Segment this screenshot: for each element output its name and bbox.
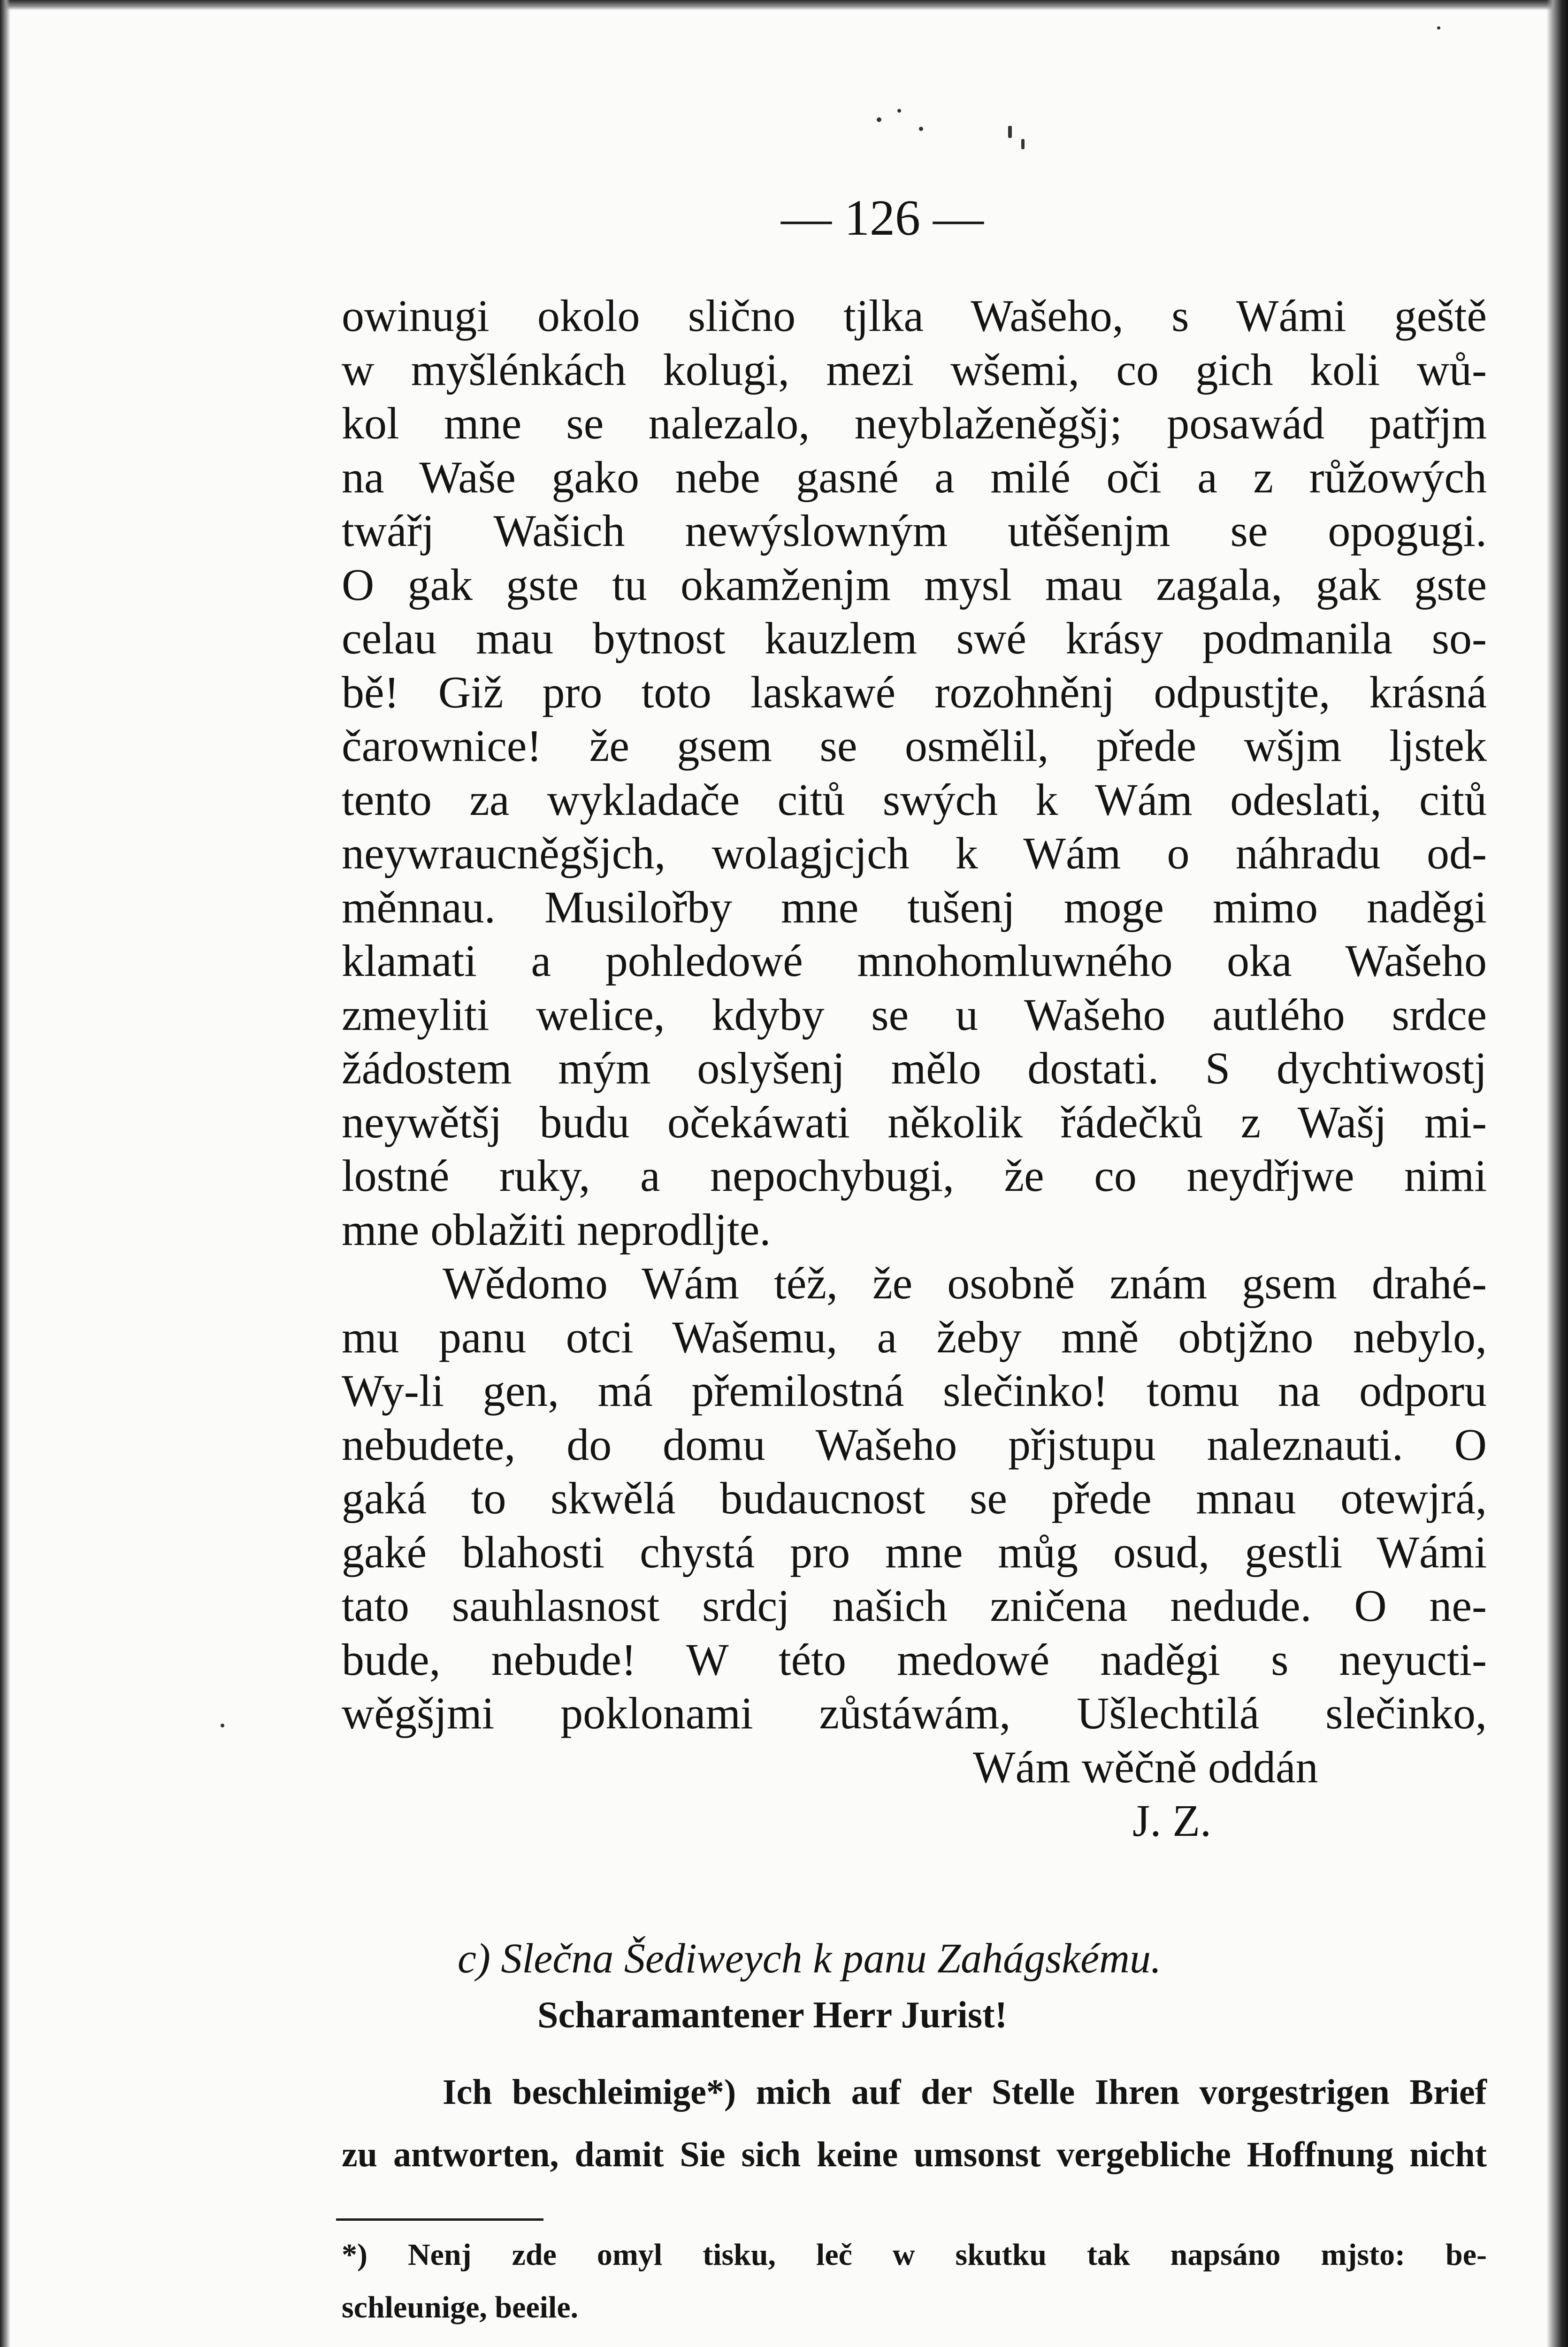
text-line: bě! Giž pro toto laskawé rozohněnj odpustjte, krásná: [342, 667, 1487, 717]
footnote: [342, 2229, 1487, 2334]
text-line: mu panu otci Wašemu, a žeby mně obtjžno nebylo,: [342, 1312, 1487, 1362]
scan-edge-top: [0, 0, 1568, 10]
text-line: žádostem mým oslyšenj mělo dostati. S dychtiwostj: [342, 1043, 1487, 1093]
text-line: celau mau bytnost kauzlem swé krásy podmanila so-: [342, 613, 1487, 663]
text-line: mne oblažiti neprodljte.: [342, 1204, 771, 1255]
text-line: w myšlénkách kolugi, mezi wšemi, co gich koli wů-: [342, 344, 1487, 395]
text-line: Ich beschleimige*) mich auf der Stelle Ihren vorgestrigen Brief: [443, 2072, 1487, 2112]
scan-speck: [897, 109, 901, 113]
text-line: O gak gste tu okamženjm mysl mau zagala, gak gste: [342, 559, 1487, 610]
text-line: gaké blahosti chystá pro mne můg osud, gestli Wámi: [342, 1526, 1487, 1577]
text-line: gaká to skwělá budaucnost se přede mnau otewjrá,: [342, 1473, 1487, 1523]
footnote-line: schleunige, beeile.: [342, 2290, 579, 2324]
footnote-divider: [336, 2218, 543, 2221]
text-line: měnnau. Musilořby mne tušenj moge mimo naděgi: [342, 882, 1487, 932]
text-line: wěgšjmi poklonami zůstáwám, Ušlechtilá slečinko,: [342, 1688, 1487, 1738]
text-line: zmeyliti welice, kdyby se u Wašeho autlého srdce: [342, 989, 1487, 1040]
footnote-line: *) Nenj zde omyl tisku, leč w skutku tak napsáno mjsto: be-: [342, 2238, 1487, 2272]
scan-speck: [1008, 126, 1012, 138]
german-text-block: [342, 2061, 1487, 2186]
scan-edge-right: [1546, 0, 1568, 2347]
text-line: Wědomo Wám též, že osobně znám gsem drahé-: [443, 1258, 1487, 1308]
text-line: nebudete, do domu Wašeho přjstupu naleznauti. O: [342, 1419, 1487, 1470]
text-line: na Waše gako nebe gasné a milé oči a z růžowých: [342, 452, 1487, 502]
scan-speck: [221, 1724, 224, 1727]
text-line: owinugi okolo slično tjlka Wašeho, s Wámi geště: [342, 291, 1487, 341]
closing-line: Wám wěčně oddán: [973, 1741, 1318, 1792]
text-line: bude, nebude! W této medowé naděgi s neyucti-: [342, 1634, 1487, 1685]
main-text-block: [342, 289, 1487, 1848]
scan-speck: [1021, 139, 1025, 149]
text-line: čarownice! že gsem se osmělil, přede wšjm ljstek: [342, 721, 1487, 771]
scan-speck: [877, 117, 881, 122]
text-line: neywraucněgšjch, wolagjcjch k Wám o náhradu od-: [342, 828, 1487, 878]
letter-salutation: Scharamantener Herr Jurist!: [537, 1994, 1008, 2036]
text-line: neywětšj budu očekáwati několik řádečků z Wašj mi-: [342, 1097, 1487, 1147]
scan-speck: [1437, 26, 1440, 30]
text-line: lostné ruky, a nepochybugi, že co neydřjwe nimi: [342, 1150, 1487, 1201]
scan-edge-left: [0, 0, 10, 2347]
text-line: twářj Wašich newýslowným utěšenjm se opogugi.: [342, 506, 1487, 556]
text-line: klamati a pohledowé mnohomluwného oka Wašeho: [342, 936, 1487, 986]
text-line: tento za wykladače citů swých k Wám odeslati, citů: [342, 774, 1487, 825]
scan-speck: [919, 127, 923, 131]
text-line: Wy-li gen, má přemilostná slečinko! tomu na odporu: [342, 1365, 1487, 1416]
page-number: — 126 —: [781, 190, 984, 246]
text-line: zu antworten, damit Sie sich keine umsonst vergebliche Hoffnung nicht: [342, 2135, 1487, 2174]
letter-heading: c) Slečna Šediweych k panu Zahágskému.: [458, 1935, 1162, 1982]
signature-initials: J. Z.: [1132, 1795, 1211, 1846]
text-line: tato sauhlasnost srdcj našich zničena nedude. O ne-: [342, 1580, 1487, 1631]
text-line: kol mne se nalezalo, neyblaženěgšj; posawád patřjm: [342, 398, 1487, 448]
